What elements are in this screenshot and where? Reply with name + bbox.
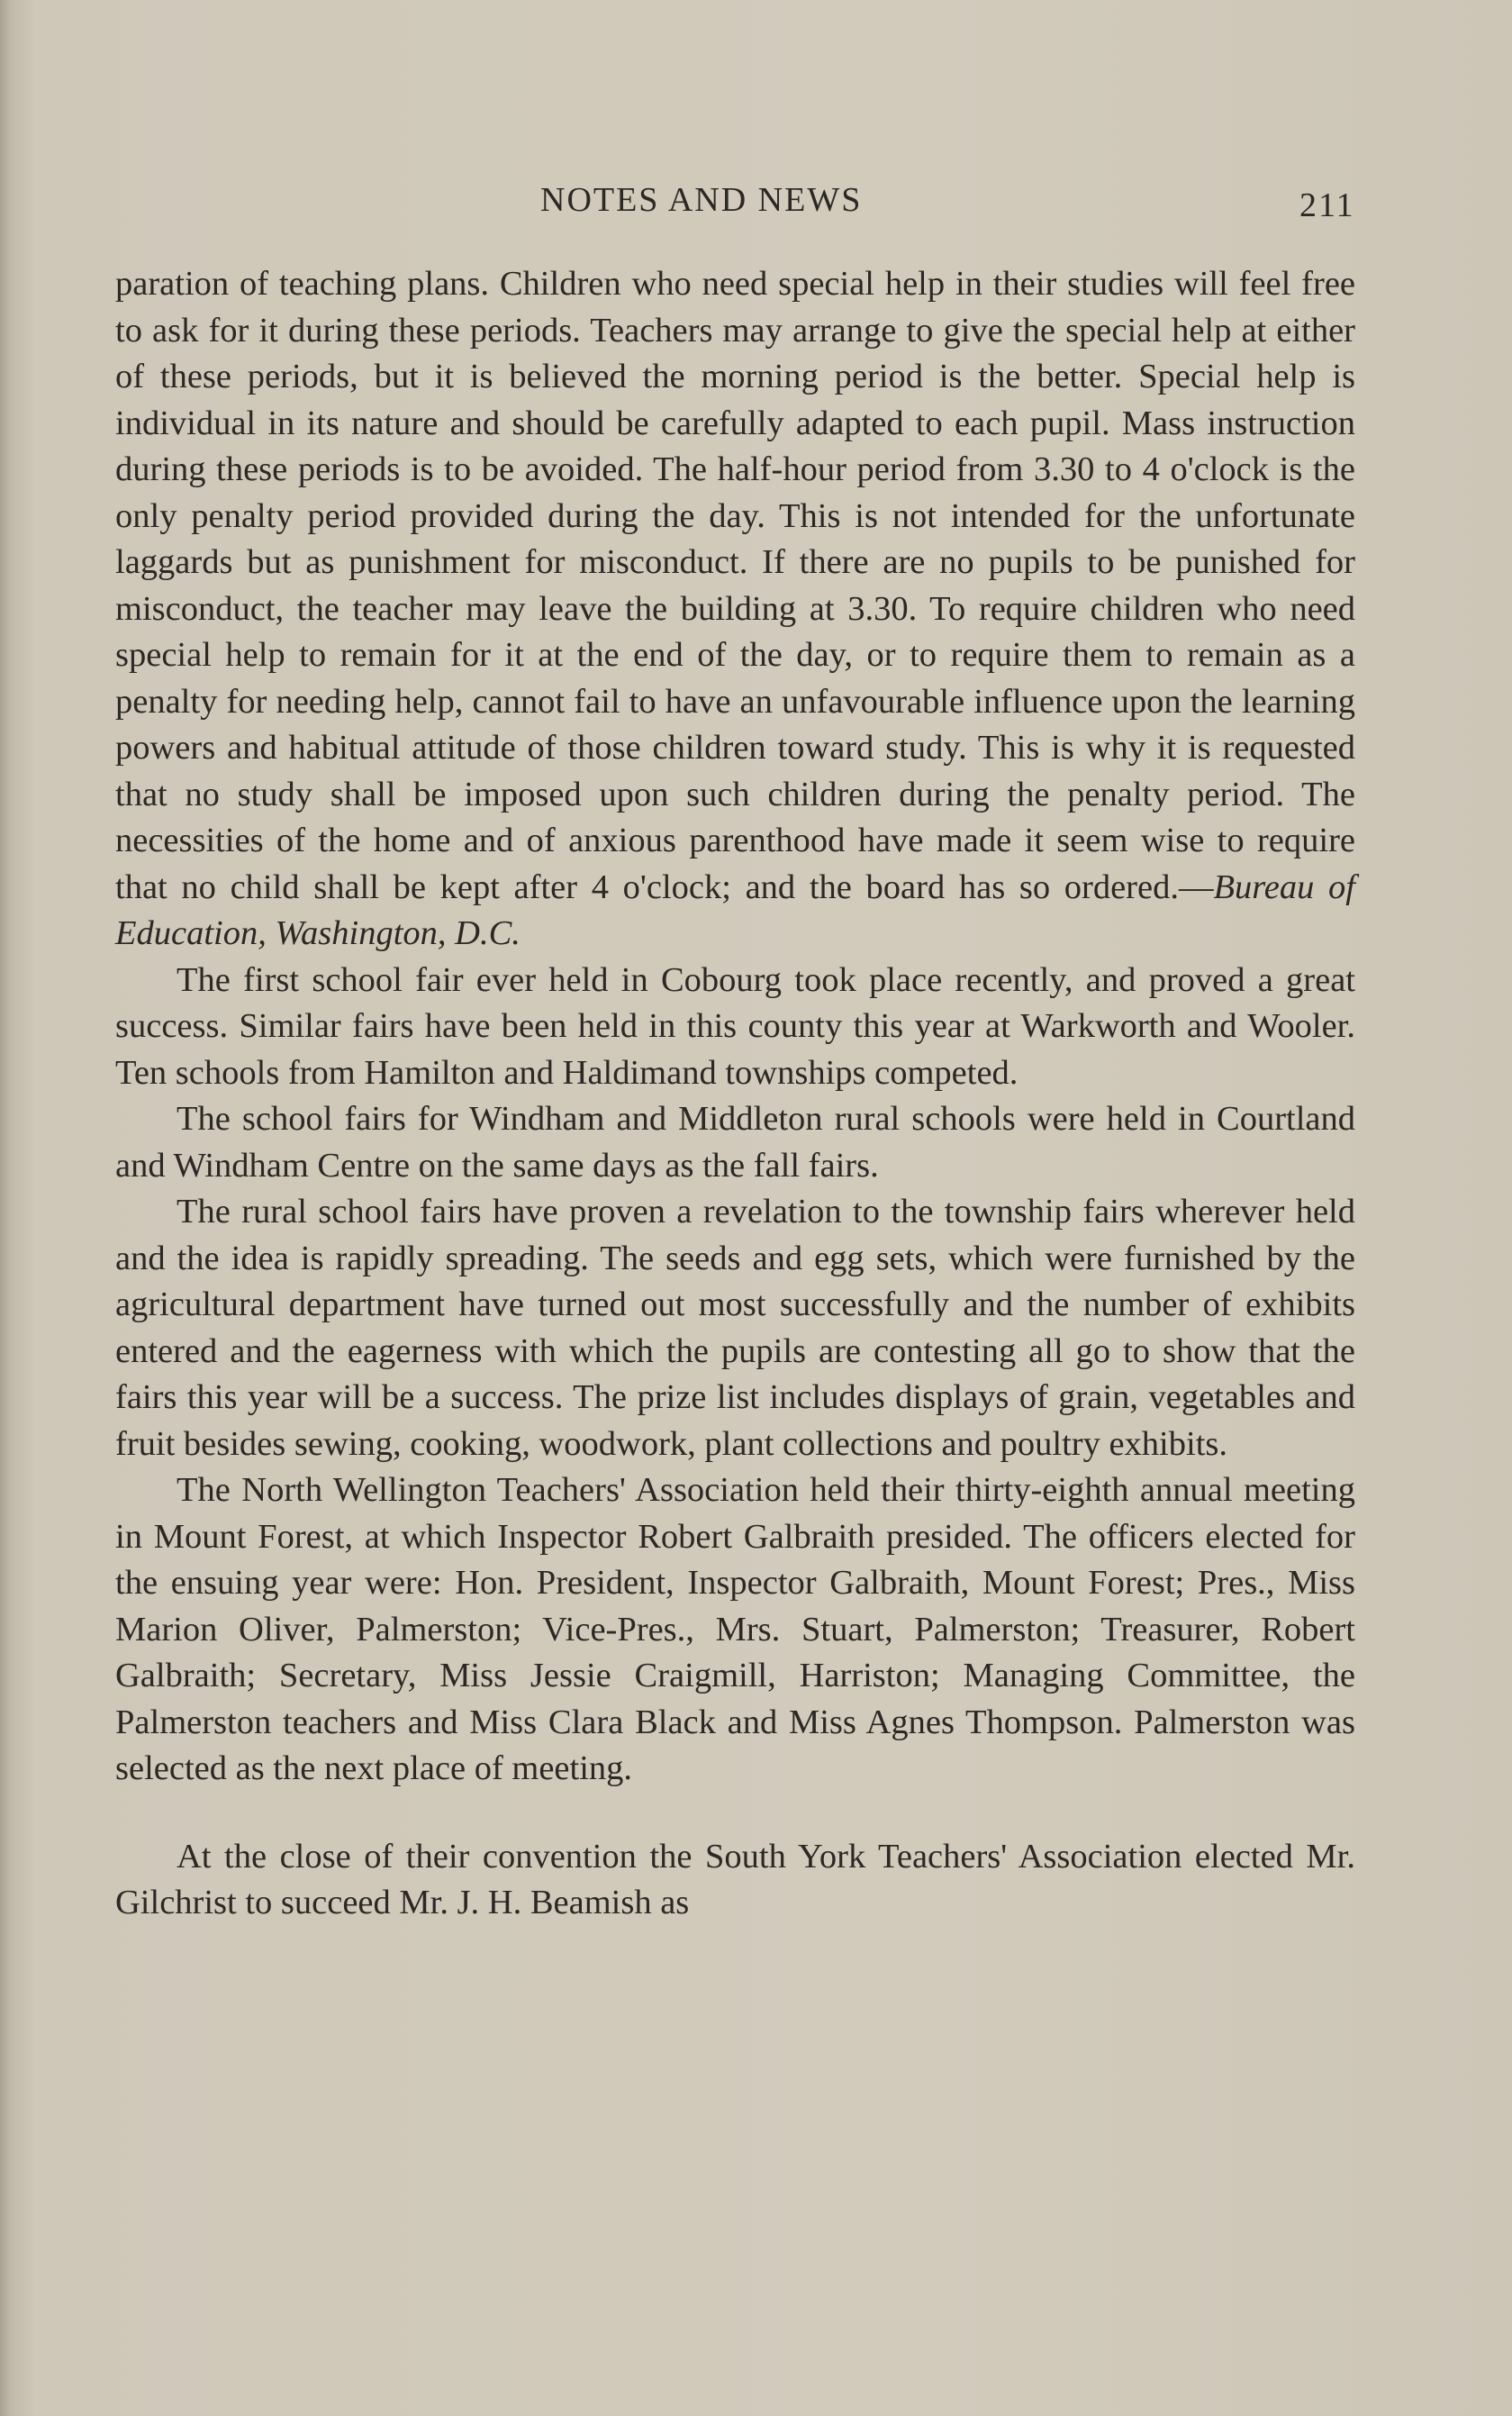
- page-number: 211: [1299, 186, 1355, 224]
- running-head: [0, 180, 1512, 234]
- paragraph-text: paration of teaching plans. Children who need special help in their studies will feel free to ask for it during these periods. Teachers may arrange to give the special help at either of these periods, but it is believed the morning period is the better. Special help is individual in its nature and should be carefully adapted to each pupil. Mass instruction during these periods is to be avoided. The half-hour period from 3.30 to 4 o'clock is the only penalty period provided during the day. This is not intended for the unfortunate laggards but as punishment for misconduct. If there are no pupils to be punished for misconduct, the teacher may leave the building at 3.30. To require children who need special help to remain for it at the end of the day, or to require them to remain as a penalty for needing help, cannot fail to have an unfavourable influence upon the learning powers and habitual attitude of those children toward study. This is why it is requested that no study shall be imposed upon such children during the penalty period. The necessities of the home and of anxious parenthood have made it seem wise to require that no child shall be kept after 4 o'clock; and the board has so ordered.—: [115, 265, 1355, 906]
- paragraph-teaching-plans: [115, 261, 1355, 958]
- paragraph-rural-school-fairs: The rural school fairs have proven a revelation to the township fairs wherever held and the idea is rapidly spreading. The seeds and egg sets, which were furnished by the agricultural department have turned out most successfully and the number of exhibits entered and the eagerness with which the pupils are contesting all go to show that the fairs this year will be a success. The prize list includes displays of grain, vegetables and fruit besides sewing, cooking, woodwork, plant collections and poultry exhibits.: [115, 1193, 1355, 1463]
- paragraph-cobourg-fair: The first school fair ever held in Cobourg took place recently, and proved a great success. Similar fairs have been held in this county this year at Warkworth and Wooler. Ten schools from Hamilton and Haldimand townships competed.: [115, 960, 1355, 1092]
- paragraph-south-york-association: At the close of their convention the South York Teachers' Association elected Mr. Gilchrist to succeed Mr. J. H. Beamish as: [115, 1837, 1355, 1921]
- article-body: [115, 261, 1355, 1927]
- paragraph-north-wellington-association: The North Wellington Teachers' Association held their thirty-eighth annual meeting in Mount Forest, at which Inspector Robert Galbraith presided. The officers elected for the ensuing year were: Hon. President, Inspector Galbraith, Mount Forest; Pres., Miss Marion Oliver, Palmerston; Vice-Pres., Mrs. Stuart, Palmerston; Treasurer, Robert Galbraith; Secretary, Miss Jessie Craigmill, Harriston; Managing Committee, the Palmerston teachers and Miss Clara Black and Miss Agnes Thompson. Palmerston was selected as the next place of meeting.: [115, 1471, 1355, 1787]
- paragraph-windham-middleton-fairs: The school fairs for Windham and Middleton rural schools were held in Courtland and Windham Centre on the same days as the fall fairs.: [115, 1100, 1355, 1185]
- source-citation: Bureau of Education, Washington, D.C.: [115, 867, 1355, 952]
- running-title: NOTES AND NEWS: [540, 181, 863, 219]
